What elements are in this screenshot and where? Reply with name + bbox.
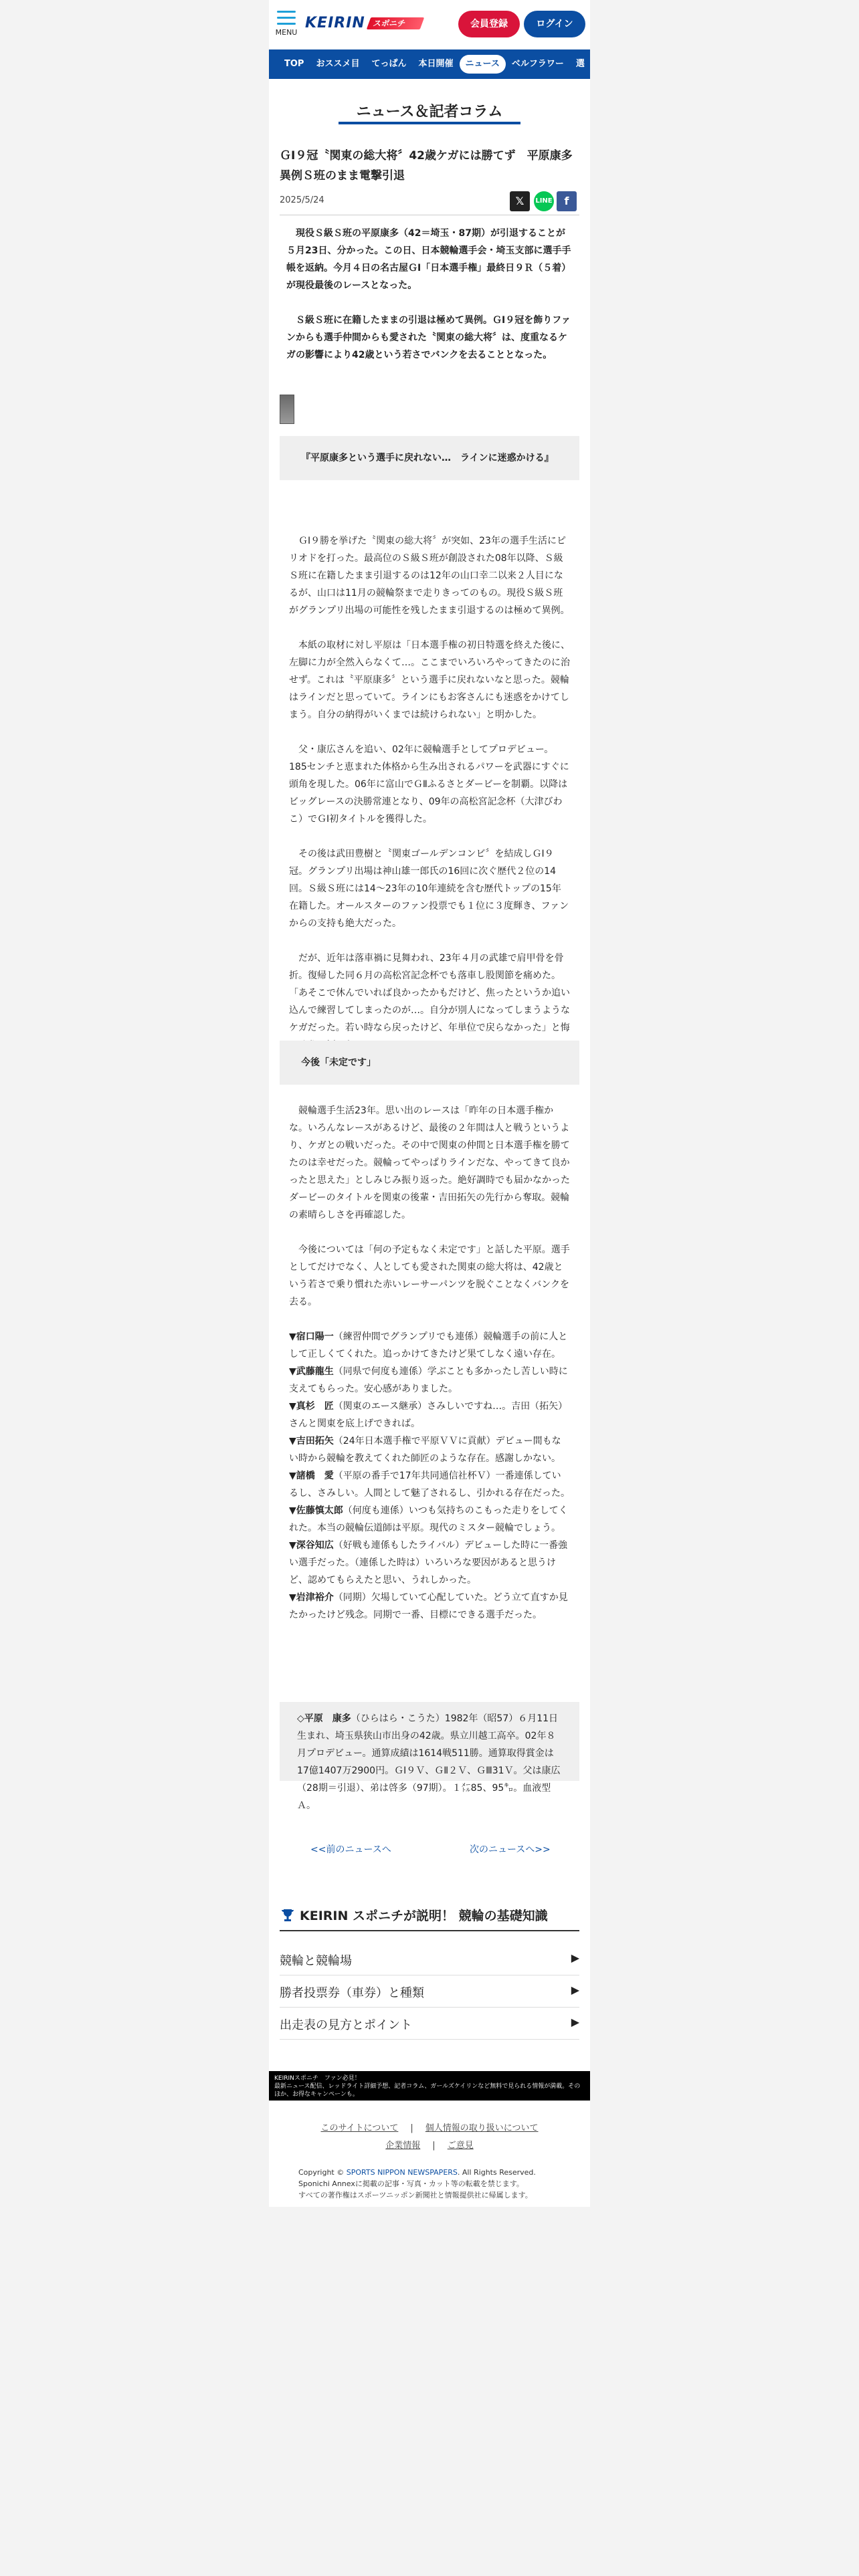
- page: [269, 0, 590, 2207]
- comment-item: ▼宿口陽一（練習仲間でグランプリでも連係）競輪選手の前に人として正しくてくれた。追っかけてきたけど果てしなく遠い存在。: [289, 1331, 568, 1360]
- arrow-right-icon: ▶: [571, 1983, 579, 1996]
- comment-item: ▼真杉 匠（関東のエース継承）さみしいですね…。吉田（拓矢）さんと関東を底上げできれば。: [289, 1401, 568, 1429]
- main-nav: [269, 49, 590, 79]
- nav-item-more[interactable]: 選: [575, 59, 585, 69]
- knowledge-item[interactable]: 競輪と競輪場 ▶: [280, 1943, 579, 1975]
- arrow-right-icon: ▶: [571, 1951, 579, 1964]
- subheading: 『平原康多という選手に戻れない… ラインに迷惑かける』: [301, 453, 554, 463]
- share-facebook-icon[interactable]: f: [557, 191, 577, 211]
- article-body-2: [280, 1102, 579, 1624]
- comment-item: ▼諸橋 愛（平原の番手で17年共同通信社杯Ｖ）一番連係しているし、さみしい。人間として魅了されるし、引かれる存在だった。: [289, 1471, 570, 1499]
- logo-text: KEIRIN: [305, 15, 365, 31]
- comment-list: [289, 1328, 570, 1624]
- profile-box: [280, 1702, 579, 1811]
- hamburger-icon: [277, 11, 296, 25]
- subheading: 今後「未定です」: [301, 1057, 376, 1068]
- comment-item: ▼武藤龍生（同県で何度も連係）学ぶことも多かったし苦しい時に支えてもらった。安心感がありました。: [289, 1366, 568, 1394]
- arrow-right-icon: ▶: [571, 2016, 579, 2028]
- ad-banner[interactable]: KEIRINスポニチ ファン必見！ 最新ニュース配信、レッドライト詳細予想、記者コラム、ガールズケイリンなど無料で見られる情報が満載。そのほか、お得なキャンペーンも。: [269, 2071, 590, 2101]
- trophy-icon: [280, 1907, 296, 1923]
- body-paragraph: 競輪選手生活23年。思い出のレースは「昨年の日本選手権かな。いろんなレースがあるけど、最後の２年間は人と戦うというより、ケガとの戦いだった。その中で関東の仲間と日本選手権を勝てたのは幸せだった。競輪ってやっぱりラインだな、やってきて良かったと思えた」としみじみ振り返った。絶好調時でも届かなかったダービーのタイトルを関東の後輩・吉田拓矢の先行から奪取。競輪の素晴らしさを再確認した。: [289, 1105, 570, 1220]
- nav-item-teppan[interactable]: てっぱん: [371, 59, 407, 69]
- profile-text: （ひらはら・こうた）1982年（昭57）６月11日生まれ、埼玉県狭山市出身の42歳。県立川越工高卒。02年８月プロデビュー。通算成績は1614戦511勝。通算取得賞金は17億1407万2900円。ＧⅠ９Ｖ、ＧⅡ２Ｖ、ＧⅢ31Ｖ。父は康広（28期＝引退）、弟は啓多（97期）。１㍍85、95㌔。血液型Ａ。: [297, 1713, 561, 1811]
- profile-name: ◇平原 康多: [297, 1713, 351, 1724]
- body-paragraph: 本紙の取材に対し平原は「日本選手権の初日特選を終えた後に、左脚に力が全然入らなくて…。ここまでいろいろやってきたのに治せず。これは〝平原康多〞という選手に戻れないなと思った。競輪はラインだと思っていて。ラインにもお客さんにも迷惑をかけてしまう。自分の納得がいくまでは続けられない」と明かした。: [289, 640, 570, 720]
- footer-link-about[interactable]: このサイトについて: [320, 2123, 399, 2133]
- article-meta: [280, 190, 579, 215]
- body-paragraph: だが、近年は落車禍に見舞われ、23年４月の武雄で肩甲骨を骨折。復帰した同６月の高松宮記念杯でも落車し股関節を痛めた。「あそこで休んでいれば良かったかもだけど、焦ったというか追い込んで練習してしまったのが…。自分が別人になってしまうようなケガだった。若い時なら戻ったけど、年単位で戻らなかった」と悔: [289, 953, 570, 1033]
- knowledge-title: [280, 1905, 579, 1931]
- article-body-1: [280, 532, 579, 1071]
- share-x-icon[interactable]: 𝕏: [510, 191, 530, 211]
- knowledge-item[interactable]: 出走表の見方とポイント ▶: [280, 2008, 579, 2040]
- section-underline: [339, 122, 520, 124]
- comment-item: ▼吉田拓矢（24年日本選手権で平原ＶＶに貢献）デビュー間もない時から競輪を教えてくれた師匠のような存在。感謝しかない。: [289, 1436, 561, 1464]
- body-paragraph: 今後については「何の予定もなく未定です」と話した平原。選手としてだけでなく、人としても愛された関東の総大将は、42歳という若さで乗り慣れた赤いレーサーパンツを脱ぐことなくバンクを去る。: [289, 1245, 570, 1307]
- comment-item: ▼深谷知広（好戦も連係もしたライバル）デビューした時に一番強い選手だった。（連係した時は）いろいろな要因があると思うけど、認めてもらえたと思い、うれしかった。: [289, 1540, 568, 1586]
- lead-paragraph: Ｓ級Ｓ班に在籍したままの引退は極めて異例。ＧⅠ９冠を飾りファンからも選手仲間からも愛された〝関東の総大将〞は、度重なるケガの影響により42歳という若さでバンクを去ることとなった。: [286, 315, 571, 360]
- site-logo[interactable]: [305, 15, 425, 33]
- nav-item-top[interactable]: TOP: [284, 59, 304, 69]
- article-headline: ＧⅠ９冠〝関東の総大将〞42歳ケガには勝てず 平原康多 異例Ｓ班のまま電撃引退: [280, 149, 584, 183]
- subheading-box: [280, 1041, 579, 1085]
- nav-item-today[interactable]: 本日開催: [418, 59, 454, 69]
- body-paragraph: その後は武田豊樹と〝関東ゴールデンコンビ〞を結成しＧⅠ９冠。グランプリ出場は神山雄一郎氏の16回に次ぐ歴代２位の14回。Ｓ級Ｓ班には14～23年の10年連続を含む歴代トップの15年在籍した。オールスターのファン投票でも１位に３度輝き、ファンからの支持も絶大だった。: [289, 849, 569, 929]
- next-news-link[interactable]: 次のニュースへ>>: [470, 1844, 551, 1855]
- article-date: 2025/5/24: [280, 195, 324, 205]
- nav-item-bellflower[interactable]: ベルフラワー: [511, 59, 564, 69]
- register-button[interactable]: 会員登録: [458, 11, 520, 37]
- knowledge-item[interactable]: 勝者投票券（車券）と種類 ▶: [280, 1975, 579, 2008]
- body-paragraph: ＧⅠ９勝を挙げた〝関東の総大将〞が突如、23年の選手生活にピリオドを打った。最高位のＳ級Ｓ班が創設された08年以降、Ｓ級Ｓ班に在籍したまま引退するのは12年の山口幸二以来２人目になるが、山口は11月の競輪祭まで走りきってのもの。現役Ｓ級Ｓ班がグランプリ出場の可能性を残したまま引退するのは極めて異例。: [289, 536, 570, 616]
- footer-link-privacy[interactable]: 個人情報の取り扱いについて: [425, 2123, 539, 2133]
- copyright: Copyright © SPORTS NIPPON NEWSPAPERS. All Rights Reserved. Sponichi Annexに掲載の記事・写真・カット等の転載を禁じます。 すべての著作権はスポーツニッポン新聞社と情報提供社に帰属します。: [298, 2168, 536, 2199]
- footer-link-company[interactable]: 企業情報: [385, 2141, 421, 2151]
- body-paragraph: 父・康広さんを追い、02年に競輪選手としてプロデビュー。185センチと恵まれた体格から生み出されるパワーを武器にすぐに頭角を現した。06年に富山でＧⅡふるさとダービーを制覇。以降はビッグレースの決勝常連となり、09年の高松宮記念杯（大津びわこ）でＧⅠ初タイトルを獲得した。: [289, 744, 569, 825]
- footer-link-feedback[interactable]: ご意見: [447, 2141, 474, 2151]
- nav-item-news[interactable]: ニュース: [460, 55, 506, 74]
- article-photo[interactable]: [280, 395, 294, 424]
- subheading-box: [280, 436, 579, 480]
- copyright-link[interactable]: SPORTS NIPPON NEWSPAPERS: [346, 2168, 458, 2177]
- login-button[interactable]: ログイン: [524, 11, 585, 37]
- comment-item: ▼岩津裕介（同期）欠場していて心配していた。どう立て直すか見たかったけど残念。同期で一番、目標にできる選手だった。: [289, 1592, 568, 1620]
- prev-news-link[interactable]: <<前のニュースへ: [310, 1844, 391, 1855]
- comment-item: ▼佐藤慎太郎（何度も連係）いつも気持ちのこもった走りをしてくれた。本当の競輪伝道師は平原。現代のミスター競輪でしょう。: [289, 1505, 568, 1533]
- menu-button[interactable]: [274, 8, 298, 43]
- knowledge-title-text: KEIRIN スポニチが説明！ 競輪の基礎知識: [300, 1909, 548, 1923]
- section-title: ニュース＆記者コラム: [356, 104, 503, 120]
- site-footer: このサイトについて | 個人情報の取り扱いについて 企業情報 | ご意見: [320, 2123, 539, 2151]
- menu-label: MENU: [275, 28, 298, 37]
- lead-paragraph: 現役Ｓ級Ｓ班の平原康多（42＝埼玉・87期）が引退することが５月23日、分かった。この日、日本競輪選手会・埼玉支部に選手手帳を返納。今月４日の名古屋ＧⅠ「日本選手権」最終日９Ｒ（５着）が現役最後のレースとなった。: [286, 228, 571, 291]
- nav-item-recommend[interactable]: おススメ目: [316, 59, 360, 69]
- article-lead: [280, 225, 579, 381]
- logo-sub: スポニチ: [373, 19, 405, 28]
- logo-badge: [367, 17, 425, 29]
- share-line-icon[interactable]: LINE: [534, 191, 554, 211]
- site-header: [269, 0, 590, 49]
